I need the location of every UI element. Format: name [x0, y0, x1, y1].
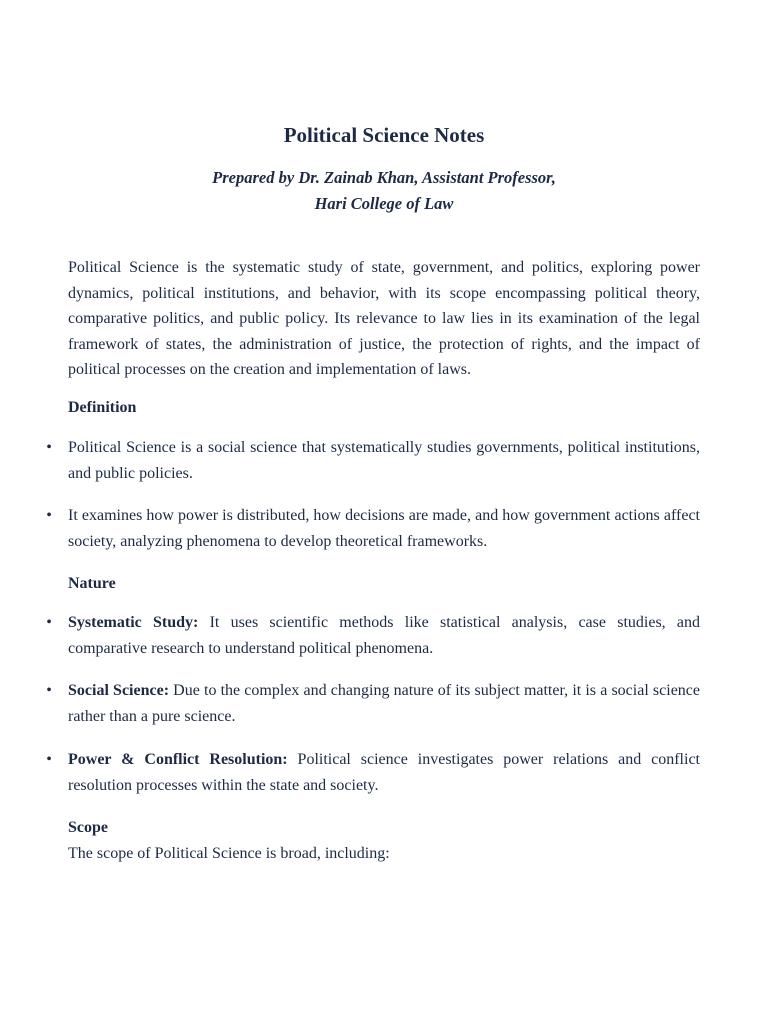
list-item-text: Due to the complex and changing nature of its subject matter, it is a social science rather than a pure science. — [68, 682, 700, 725]
list-item-term: Systematic Study: — [68, 614, 199, 631]
list-item-text: Political science investigates power relations and conflict resolution processes within the state and society. — [68, 751, 700, 794]
section-heading-nature: Nature — [68, 575, 116, 592]
document-byline — [68, 165, 700, 217]
document-title: Political Science Notes — [283, 123, 485, 147]
bullet-icon: • — [46, 507, 52, 524]
list-item-text: It examines how power is distributed, how decisions are made, and how government actions affect society, analyzing phenomena to develop theoretical frameworks. — [68, 507, 700, 550]
scope-intro-text: The scope of Political Science is broad, including: — [68, 845, 390, 862]
list-item — [46, 503, 700, 554]
section-heading-definition: Definition — [68, 399, 137, 416]
bullet-icon: • — [46, 682, 52, 699]
list-item — [46, 747, 700, 798]
list-item-text: It uses scientific methods like statistical analysis, case studies, and comparative research to understand political phenomena. — [68, 614, 701, 657]
bullet-icon: • — [46, 614, 52, 631]
bullet-icon: • — [46, 751, 52, 768]
list-item-text: Political Science is a social science that systematically studies governments, political institutions, and public policies. — [68, 439, 700, 482]
list-item — [46, 435, 700, 486]
list-item-term: Social Science: — [68, 682, 170, 699]
bullet-icon: • — [46, 439, 52, 456]
list-item-term: Power & Conflict Resolution: — [68, 751, 288, 768]
list-item — [46, 610, 701, 661]
byline-author: Prepared by Dr. Zainab Khan, Assistant Professor, — [212, 168, 556, 187]
list-item — [46, 678, 700, 729]
intro-paragraph: Political Science is the systematic study of state, government, and politics, exploring power dynamics, political institutions, and behavior, with its scope encompassing political theory, comparative politics, and public policy. Its relevance to law lies in its examination of the legal framework of states, the administration of justice, the protection of rights, and the impact of political processes on the creation and implementation of laws. — [68, 259, 700, 379]
byline-institution: Hari College of Law — [314, 194, 454, 213]
section-heading-scope: Scope — [68, 819, 108, 836]
